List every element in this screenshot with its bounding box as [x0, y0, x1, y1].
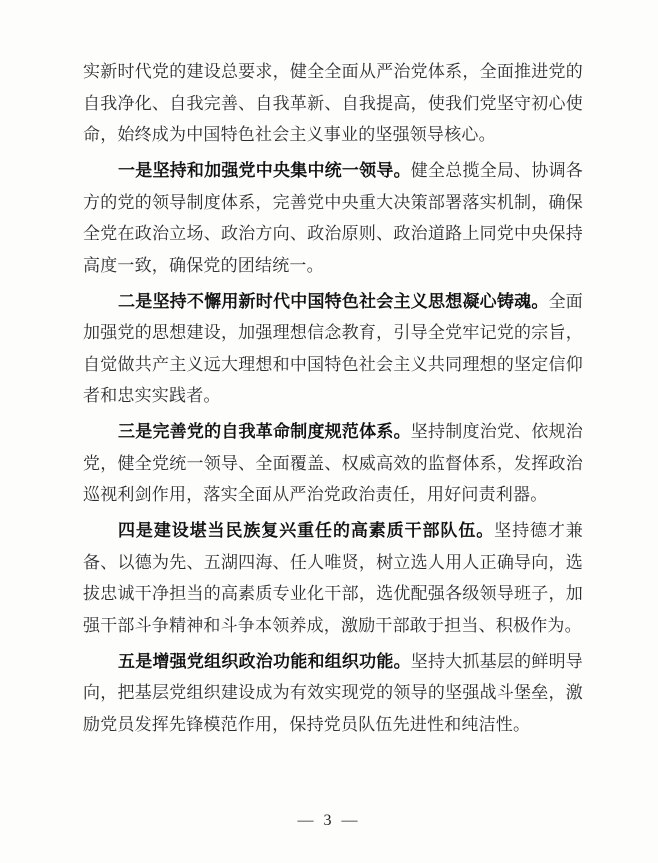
- paragraph-continuation: [83, 56, 583, 151]
- paragraph-point-5: [83, 646, 583, 741]
- page-footer: [0, 810, 658, 832]
- paragraph-text: 坚持大抓基层的鲜明导向，把基层党组织建设成为有效实现党的领导的坚强战斗堡垒，激励党员发挥先锋模范作用，保持党员队伍先进性和纯洁性。: [83, 651, 584, 734]
- paragraph-bold-lead: 二是坚持不懈用新时代中国特色社会主义思想凝心铸魂。: [118, 291, 549, 311]
- paragraph-text: 坚持制度治党、依规治党，健全党统一领导、全面覆盖、权威高效的监督体系，发挥政治巡视利剑作用，落实全面从严治党政治责任，用好问责利器。: [83, 422, 584, 504]
- page-body: [83, 56, 583, 740]
- paragraph-text: 坚持德才兼备、以德为先、五湖四海、任人唯贤，树立选人用人正确导向，选拔忠诚干净担当的高素质专业化干部，选优配强各级领导班子，加强干部斗争精神和斗争本领养成，激励干部敢于担当、积极作为。: [83, 521, 584, 635]
- paragraph-text: 全面加强党的思想建设，加强理想信念教育，引导全党牢记党的宗旨，自觉做共产主义远大理想和中国特色社会主义共同理想的坚定信仰者和忠实实践者。: [83, 291, 584, 405]
- paragraph-point-2: [83, 286, 583, 412]
- paragraph-bold-lead: 三是完善党的自我革命制度规范体系。: [118, 422, 411, 441]
- paragraph-text: 健全总揽全局、协调各方的党的领导制度体系，完善党中央重大决策部署落实机制，确保全党在政治立场、政治方向、政治原则、政治道路上同党中央保持高度一致，确保党的团结统一。: [83, 161, 584, 275]
- paragraph-text: 实新时代党的建设总要求，健全全面从严治党体系，全面推进党的自我净化、自我完善、自我革新、自我提高，使我们党坚守初心使命，始终成为中国特色社会主义事业的坚强领导核心。: [83, 62, 583, 144]
- paragraph-point-1: [83, 155, 583, 281]
- paragraph-bold-lead: 四是建设堪当民族复兴重任的高素质干部队伍。: [118, 521, 495, 540]
- paragraph-bold-lead: 一是坚持和加强党中央集中统一领导。: [118, 161, 411, 180]
- paragraph-bold-lead: 五是增强党组织政治功能和组织功能。: [118, 651, 411, 671]
- paragraph-point-3: [83, 416, 583, 511]
- paragraph-point-4: [83, 515, 583, 641]
- page-number: — 3 —: [297, 812, 361, 829]
